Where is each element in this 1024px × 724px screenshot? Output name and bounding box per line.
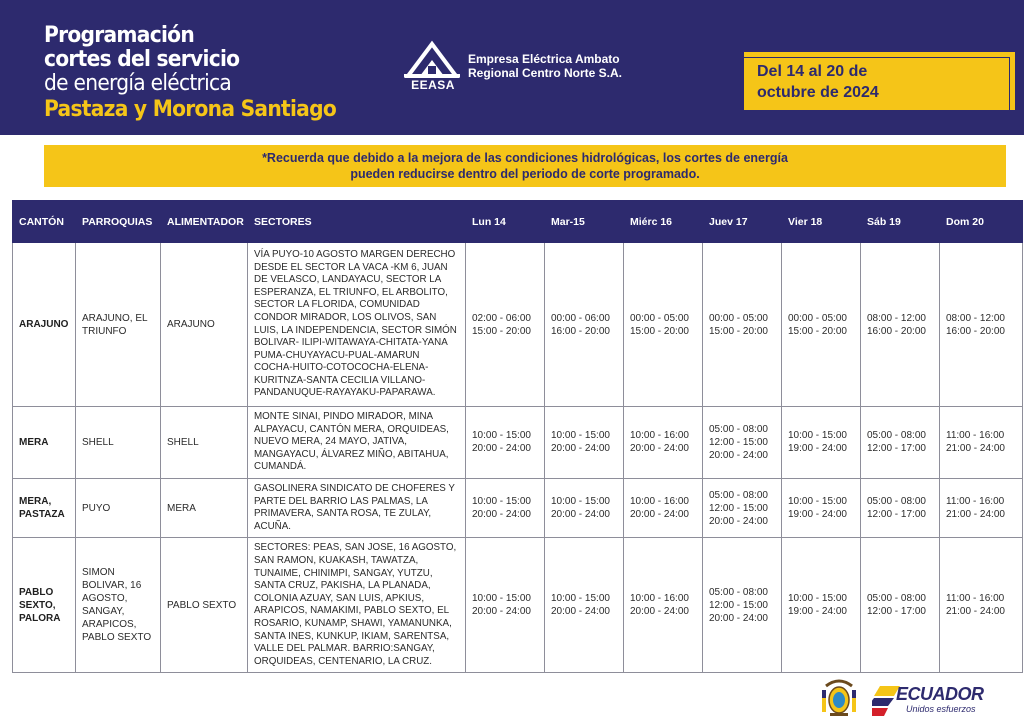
header-alimentador: ALIMENTADOR xyxy=(161,201,248,243)
time-slot: 02:00 - 06:00 xyxy=(472,312,531,324)
time-slot: 15:00 - 20:00 xyxy=(709,325,768,337)
time-slot: 00:00 - 05:00 xyxy=(788,312,847,324)
time-cell-vier xyxy=(782,538,861,673)
canton-cell: MERA xyxy=(13,407,76,479)
time-slot: 20:00 - 24:00 xyxy=(472,443,531,455)
time-cell-sab xyxy=(861,407,940,479)
canton-cell: ARAJUNO xyxy=(13,243,76,407)
time-cell-mar xyxy=(545,243,624,407)
alimentador-cell: SHELL xyxy=(161,407,248,479)
time-cell-dom xyxy=(940,538,1023,673)
time-slot: 10:00 - 15:00 xyxy=(551,430,610,442)
time-slot: 21:00 - 24:00 xyxy=(946,606,1005,618)
time-slot: 10:00 - 16:00 xyxy=(630,593,689,605)
time-cell-juev xyxy=(703,478,782,537)
sectores-cell: SECTORES: PEAS, SAN JOSE, 16 AGOSTO, SAN RAMON, KUAKASH, TAWATZA, TUNAIME, CHINIMPI, SANGAY, YUTZU, SANTA CRUZ, PAKISHA, LA PLANADA, COLONIA AZUAY, SAN LUIS, APKIUS, ARAPICOS, NAMAKIMI, PABLO SEXTO, EL ROSARIO, KUNAMP, SHAWI, YAMANUNKA, SANTA INES, KUNKUP, IKIAM, SARENTSA, VALLE DEL PALMAR. BARRIO:SANGAY, ORQUIDEAS, CENTENARIO, LA CRUZ. xyxy=(248,538,466,673)
date-line-1: Del 14 al 20 de xyxy=(757,63,868,80)
time-slot: 20:00 - 24:00 xyxy=(551,606,610,618)
time-slot: 05:00 - 08:00 xyxy=(709,423,768,435)
header-parroquias: PARROQUIAS xyxy=(76,201,161,243)
time-slot: 05:00 - 08:00 xyxy=(867,496,926,508)
time-slot: 20:00 - 24:00 xyxy=(630,509,689,521)
title-line-1: Programación xyxy=(44,23,195,48)
date-range-box xyxy=(744,52,1015,110)
time-slot: 12:00 - 17:00 xyxy=(867,606,926,618)
time-slot: 12:00 - 17:00 xyxy=(867,443,926,455)
table-row xyxy=(13,478,1023,537)
time-slot: 20:00 - 24:00 xyxy=(709,515,768,527)
title-line-3: de energía eléctrica xyxy=(44,71,232,96)
time-cell-juev xyxy=(703,538,782,673)
eeasa-logo-text: EEASA xyxy=(411,78,455,92)
time-slot: 10:00 - 15:00 xyxy=(472,496,531,508)
time-cell-mierc xyxy=(624,478,703,537)
time-slot: 19:00 - 24:00 xyxy=(788,443,847,455)
title-line-4: Pastaza y Morona Santiago xyxy=(44,97,337,122)
time-slot: 10:00 - 16:00 xyxy=(630,496,689,508)
time-slot: 15:00 - 20:00 xyxy=(472,325,531,337)
header-sab: Sáb 19 xyxy=(861,201,940,243)
time-slot: 20:00 - 24:00 xyxy=(709,612,768,624)
notice-line-2: pueden reducirse dentro del periodo de corte programado. xyxy=(350,167,700,181)
date-line-2: octubre de 2024 xyxy=(757,84,879,101)
time-slot: 10:00 - 15:00 xyxy=(788,430,847,442)
header-vier: Vier 18 xyxy=(782,201,861,243)
alimentador-cell: MERA xyxy=(161,478,248,537)
time-slot: 16:00 - 20:00 xyxy=(551,325,610,337)
time-cell-juev xyxy=(703,243,782,407)
company-line-2: Regional Centro Norte S.A. xyxy=(468,66,623,80)
time-slot: 10:00 - 15:00 xyxy=(472,593,531,605)
time-cell-mierc xyxy=(624,243,703,407)
table-row xyxy=(13,407,1023,479)
time-slot: 16:00 - 20:00 xyxy=(946,325,1005,337)
ecuador-brand-word: ECUADOR xyxy=(896,684,984,704)
parroquias-cell: SHELL xyxy=(76,407,161,479)
alimentador-cell: ARAJUNO xyxy=(161,243,248,407)
time-slot: 15:00 - 20:00 xyxy=(630,325,689,337)
header-canton: CANTÓN xyxy=(13,201,76,243)
time-cell-mierc xyxy=(624,407,703,479)
header-sectores: SECTORES xyxy=(248,201,466,243)
time-slot: 12:00 - 15:00 xyxy=(709,502,768,514)
time-cell-lun xyxy=(466,478,545,537)
time-cell-lun xyxy=(466,407,545,479)
time-cell-sab xyxy=(861,538,940,673)
sectores-cell: MONTE SINAI, PINDO MIRADOR, MINA ALPAYACU, CANTÓN MERA, ORQUIDEAS, NUEVO MERA, 24 MAYO, JATIVA, MANGAYACU, ÁLVAREZ MIÑO, ABITAHUA, CUMANDÁ. xyxy=(248,407,466,479)
time-slot: 08:00 - 12:00 xyxy=(946,312,1005,324)
time-slot: 05:00 - 08:00 xyxy=(709,489,768,501)
time-slot: 20:00 - 24:00 xyxy=(630,443,689,455)
title-line-2: cortes del servicio xyxy=(44,47,240,72)
time-slot: 12:00 - 17:00 xyxy=(867,509,926,521)
time-slot: 11:00 - 16:00 xyxy=(946,593,1005,605)
time-slot: 10:00 - 15:00 xyxy=(551,496,610,508)
time-slot: 10:00 - 15:00 xyxy=(788,593,847,605)
table-header-row xyxy=(13,201,1023,243)
time-cell-dom xyxy=(940,243,1023,407)
time-slot: 10:00 - 15:00 xyxy=(472,430,531,442)
time-slot: 10:00 - 15:00 xyxy=(551,593,610,605)
time-slot: 00:00 - 05:00 xyxy=(709,312,768,324)
header-dom: Dom 20 xyxy=(940,201,1023,243)
time-cell-vier xyxy=(782,478,861,537)
ecuador-coat-of-arms-icon xyxy=(818,676,860,718)
time-slot: 10:00 - 16:00 xyxy=(630,430,689,442)
time-slot: 12:00 - 15:00 xyxy=(709,599,768,611)
time-slot: 10:00 - 15:00 xyxy=(788,496,847,508)
time-slot: 08:00 - 12:00 xyxy=(867,312,926,324)
sectores-cell: VÍA PUYO-10 AGOSTO MARGEN DERECHO DESDE EL SECTOR LA VACA -KM 6, JUAN DE VELASCO, LANDAYACU, SECTOR LA ESPERANZA, EL TRIUNFO, EL ARBOLITO, SECTOR LA FLORIDA, COMUNIDAD CONDOR MIRADOR, LOS OLIVOS, SAN LUIS, LA INDEPENDENCIA, SECTOR SIMÓN BOLIVAR- ILIPI-WITAWAYA-CHITATA-YANA PUMA-CHUYAYACU-PUAL-AMARUN COCHA-HUITO-COTOCOCHA-ELENA-KURITNZA-SANTA CECILIA VILLANO-PANDANUQUE-RAYAYAKU-PAPARAWA. xyxy=(248,243,466,407)
time-slot: 20:00 - 24:00 xyxy=(551,443,610,455)
parroquias-cell: PUYO xyxy=(76,478,161,537)
time-slot: 00:00 - 06:00 xyxy=(551,312,610,324)
time-slot: 16:00 - 20:00 xyxy=(867,325,926,337)
ecuador-brand-tag: Unidos esfuerzos xyxy=(906,704,976,714)
alimentador-cell: PABLO SEXTO xyxy=(161,538,248,673)
parroquias-cell: ARAJUNO, EL TRIUNFO xyxy=(76,243,161,407)
company-name xyxy=(468,52,622,80)
time-cell-sab xyxy=(861,243,940,407)
time-cell-sab xyxy=(861,478,940,537)
time-slot: 20:00 - 24:00 xyxy=(551,509,610,521)
time-cell-mierc xyxy=(624,538,703,673)
sectores-cell: GASOLINERA SINDICATO DE CHOFERES Y PARTE DEL BARRIO LAS PALMAS, LA PRIMAVERA, SANTA ROSA, TE ZULAY, ACUÑA. xyxy=(248,478,466,537)
time-slot: 19:00 - 24:00 xyxy=(788,606,847,618)
time-slot: 12:00 - 15:00 xyxy=(709,436,768,448)
time-slot: 05:00 - 08:00 xyxy=(867,593,926,605)
time-cell-vier xyxy=(782,407,861,479)
time-slot: 21:00 - 24:00 xyxy=(946,443,1005,455)
notice-line-1: *Recuerda que debido a la mejora de las condiciones hidrológicas, los cortes de energía xyxy=(262,151,788,165)
time-slot: 20:00 - 24:00 xyxy=(630,606,689,618)
canton-cell: PABLO SEXTO, PALORA xyxy=(13,538,76,673)
canton-cell: MERA, PASTAZA xyxy=(13,478,76,537)
time-cell-dom xyxy=(940,407,1023,479)
table-row xyxy=(13,538,1023,673)
time-cell-mar xyxy=(545,478,624,537)
title-block xyxy=(44,24,361,124)
time-cell-lun xyxy=(466,538,545,673)
time-slot: 20:00 - 24:00 xyxy=(472,509,531,521)
table-row xyxy=(13,243,1023,407)
time-slot: 19:00 - 24:00 xyxy=(788,509,847,521)
time-cell-juev xyxy=(703,407,782,479)
parroquias-cell: SIMON BOLIVAR, 16 AGOSTO, SANGAY, ARAPICOS, PABLO SEXTO xyxy=(76,538,161,673)
time-cell-vier xyxy=(782,243,861,407)
time-slot: 00:00 - 05:00 xyxy=(630,312,689,324)
time-cell-mar xyxy=(545,407,624,479)
header-mierc: Miérc 16 xyxy=(624,201,703,243)
time-slot: 05:00 - 08:00 xyxy=(709,586,768,598)
company-line-1: Empresa Eléctrica Ambato xyxy=(468,52,620,66)
schedule-table xyxy=(12,200,1023,673)
time-cell-mar xyxy=(545,538,624,673)
time-cell-lun xyxy=(466,243,545,407)
time-slot: 20:00 - 24:00 xyxy=(472,606,531,618)
time-slot: 11:00 - 16:00 xyxy=(946,430,1005,442)
header-mar: Mar-15 xyxy=(545,201,624,243)
header-lun: Lun 14 xyxy=(466,201,545,243)
header-banner xyxy=(0,0,1024,135)
time-slot: 20:00 - 24:00 xyxy=(709,449,768,461)
time-slot: 15:00 - 20:00 xyxy=(788,325,847,337)
time-slot: 05:00 - 08:00 xyxy=(867,430,926,442)
time-cell-dom xyxy=(940,478,1023,537)
header-juev: Juev 17 xyxy=(703,201,782,243)
time-slot: 11:00 - 16:00 xyxy=(946,496,1005,508)
time-slot: 21:00 - 24:00 xyxy=(946,509,1005,521)
notice-banner xyxy=(44,145,1006,187)
date-range-text xyxy=(757,61,879,103)
